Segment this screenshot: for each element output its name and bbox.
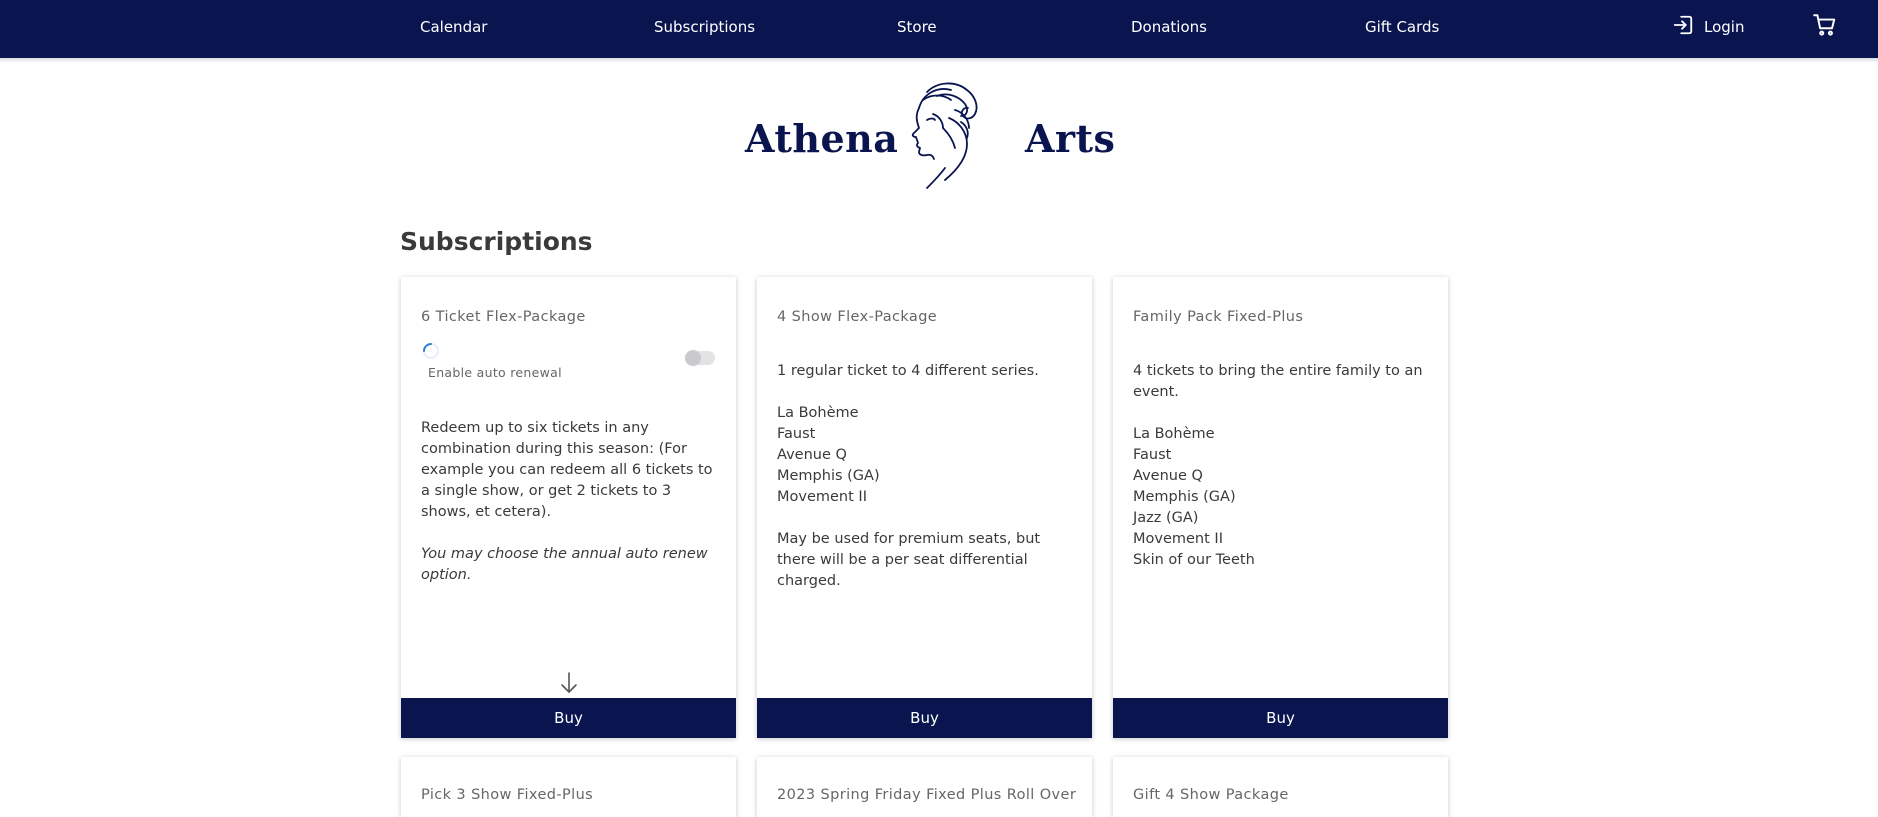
subscription-card-family-pack [1113,277,1448,738]
card-note: You may choose the annual auto renew option. [421,546,708,583]
subscription-card-4-show [757,277,1092,738]
nav-link-donations[interactable]: Donations [1131,18,1207,36]
card-title: Gift 4 Show Package [1133,787,1289,803]
card-description: 1 regular ticket to 4 different series. [777,363,1039,379]
show-item: Faust [777,426,816,442]
card-body [777,361,1072,613]
buy-button[interactable]: Buy [757,698,1092,738]
show-item: Memphis (GA) [777,468,880,484]
nav-shadow [0,58,1878,63]
logo-word-athena: Athena [745,116,899,161]
login-button[interactable] [1672,13,1744,41]
show-item: Avenue Q [1133,468,1203,484]
card-title: Pick 3 Show Fixed-Plus [421,787,594,803]
auto-renewal-toggle[interactable] [685,351,715,365]
cart-icon[interactable] [1812,12,1838,42]
toggle-knob [685,350,701,366]
auto-renewal-label: Enable auto renewal [428,365,562,380]
login-label: Login [1704,18,1745,36]
card-title: Family Pack Fixed-Plus [1133,309,1304,325]
card-note: May be used for premium seats, but there will be a per seat differential charged. [777,531,1041,589]
show-item: La Bohème [1133,426,1215,442]
athena-arts-logo[interactable] [745,78,1116,193]
buy-button[interactable]: Buy [1113,698,1448,738]
card-body [421,418,716,607]
show-item: Avenue Q [777,447,847,463]
page-title: Subscriptions [400,227,593,256]
subscription-card-partial [401,757,736,817]
subscription-card-6-ticket [401,277,736,738]
subscription-card-partial [1113,757,1448,817]
athena-face-icon [897,78,987,194]
card-title: 2023 Spring Friday Fixed Plus Roll Over [777,787,1077,803]
loading-spinner-icon [421,341,441,365]
show-item: Jazz (GA) [1133,510,1199,526]
logo-word-arts: Arts [1025,116,1116,161]
buy-button[interactable]: Buy [401,698,736,738]
show-item: Memphis (GA) [1133,489,1236,505]
card-title: 4 Show Flex-Package [777,309,938,325]
scroll-down-arrow-icon[interactable] [560,671,578,699]
nav-link-store[interactable]: Store [897,18,937,36]
subscription-card-partial [757,757,1092,817]
nav-link-calendar[interactable]: Calendar [420,18,488,36]
card-body [1133,361,1428,592]
show-list [777,403,1072,508]
top-nav-bar [0,0,1878,58]
show-item: La Bohème [777,405,859,421]
card-description: 4 tickets to bring the entire family to an event. [1133,363,1423,400]
show-item: Movement II [1133,531,1223,547]
auto-renewal-row [421,341,716,381]
login-icon [1672,14,1694,40]
card-description: Redeem up to six tickets in any combination during this season: (For example you can redeem all 6 tickets to a single show, or get 2 tickets to 3 shows, et cetera). [421,420,713,520]
nav-link-subscriptions[interactable]: Subscriptions [654,18,756,36]
show-item: Faust [1133,447,1172,463]
show-list [1133,424,1428,571]
card-title: 6 Ticket Flex-Package [421,309,586,325]
nav-link-gift-cards[interactable]: Gift Cards [1365,18,1440,36]
show-item: Skin of our Teeth [1133,552,1255,568]
show-item: Movement II [777,489,867,505]
